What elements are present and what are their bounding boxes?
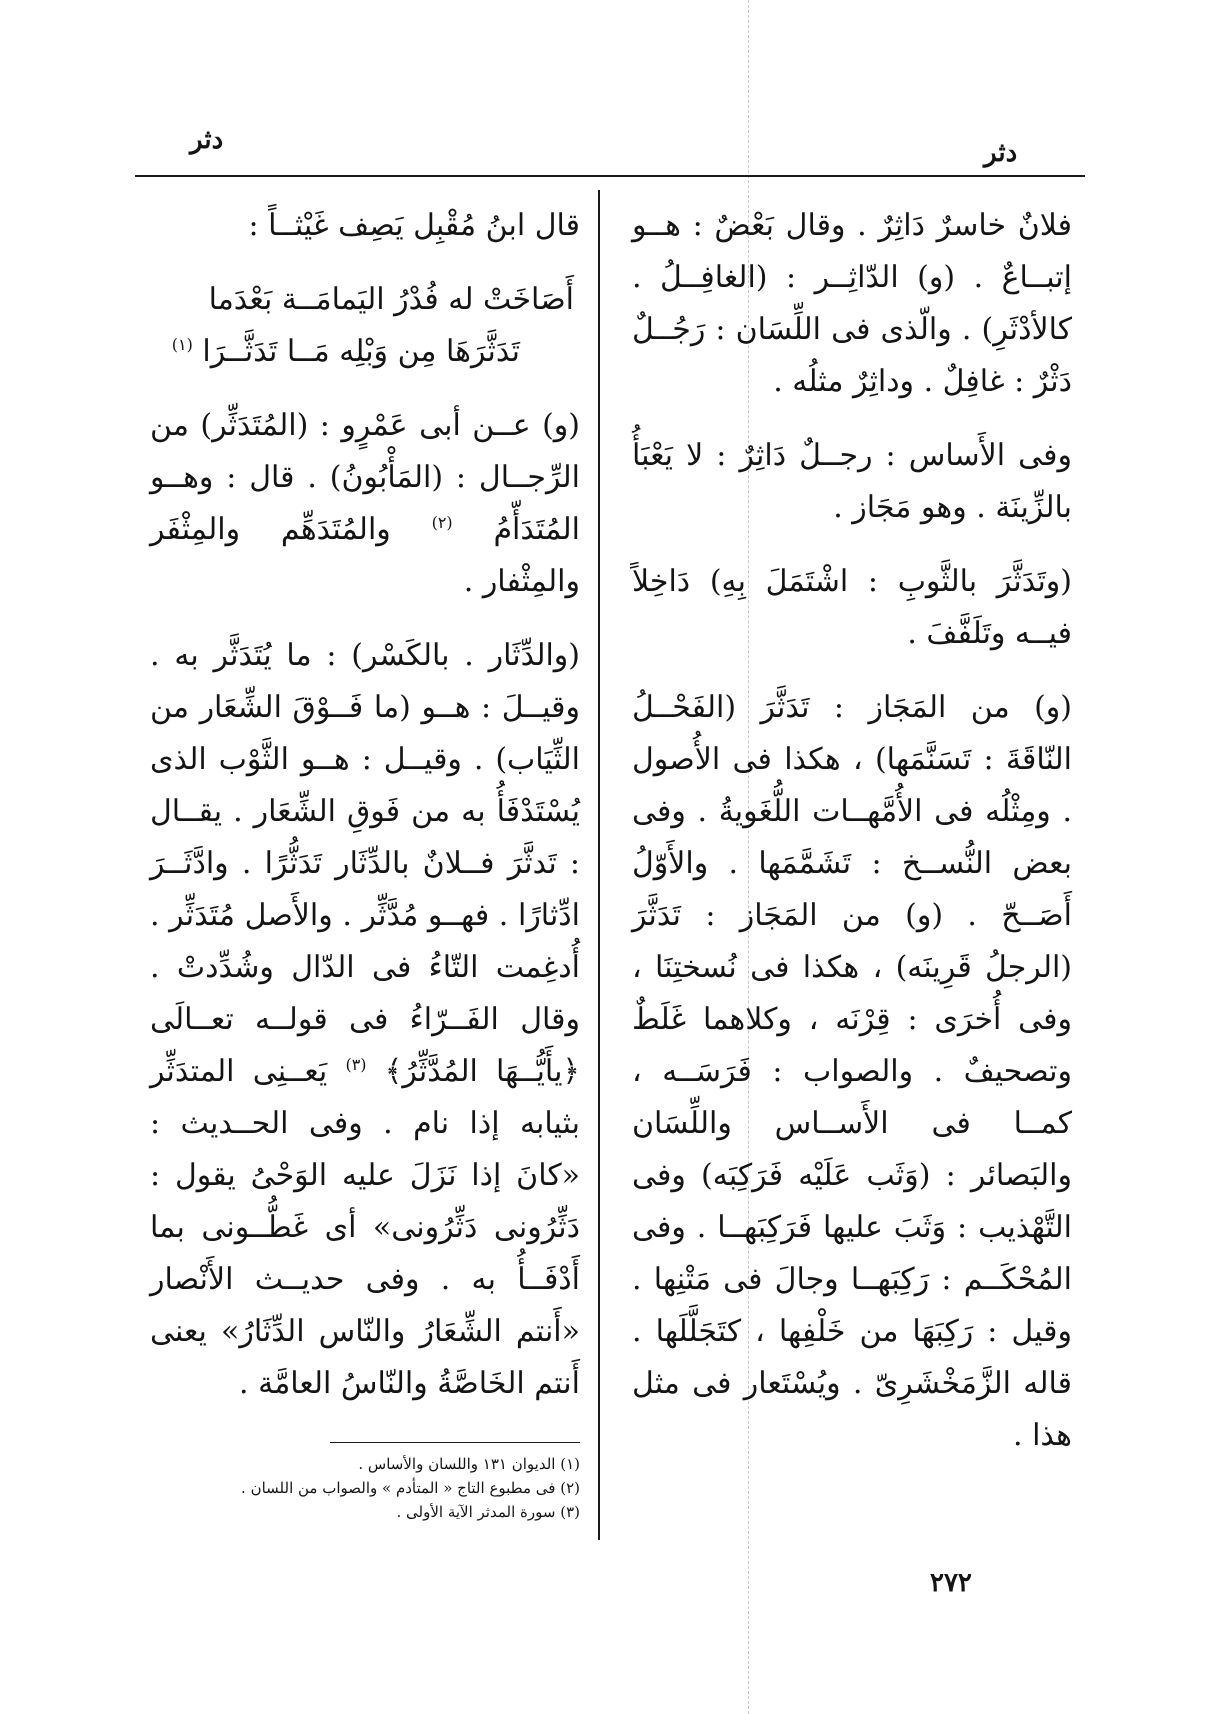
verse-line-2 bbox=[150, 326, 580, 378]
left-para-1 bbox=[150, 400, 580, 608]
left-para-2-text-b: يَعــنِى المتدَثِّر بثيابه إذا نام . وفى الحــديث : «كانَ إذا نَزَلَ عليه الوَحْىُ يقول : دَثِّرُونى دَثِّرُونى» أى غَطُّــونى بما أَدْفَــأُ به . وفى حديــث الأَنْصار «أَنتم الشِّعَارُ والنّاس الدِّثَارُ» يعنى أَنتم الخَاصَّةُ والنّاسُ العامَّة . bbox=[150, 1054, 580, 1401]
column-divider bbox=[598, 190, 600, 1540]
footnote-ref-2: (٢) bbox=[431, 513, 453, 532]
footnote-2: (٢) فى مطبوع التاج « المتأدم » والصواب من اللسان . bbox=[241, 1479, 580, 1497]
right-para-1: فلانٌ خاسرٌ دَاثِرٌ . وقال بَعْضٌ : هــو إتبــاعٌ . (و) الدّاثِــر : (الغافِــلُ . كالأدْثَرِ) . والّذى فى اللِّسَان : رَجُــلٌ دَثْرٌ : غافِلٌ . وداثِرٌ مثلُه . bbox=[632, 208, 1072, 399]
right-para-4: (و) من المَجَاز : تَدَثَّرَ (الفَحْــلُ النّاقَةَ : تَسَنَّمَها) ، هكذا فى الأُصول . ومِثْلُه فى الأُمَّهــات اللُّغَويةُ . وفى بعض النُّســخ : تَشَمَّمَها . والأَوّلُ أَصَــحّ . (و) من المَجَاز : تَدَثَّرَ (الرجلُ قَرِينَه) ، هكذا فى نُسختِنَا ، وفى أُخرَى : قِرْنَه ، وكلاهما غَلَطٌ وتصحيفٌ . والصواب : فَرَسَــه ، كمــا فى الأَســاس واللِّسَان والبَصائر : (وَثَب عَلَيْه فَرَكِبَه) وفى التَّهْذيب : وَثَبَ عليها فَرَكِبَهــا . وفى المُحْكَــم : رَكِبَهــا وجالَ فى مَتْنِها . وقيل : رَكِبَهَا من خَلْفِها ، كتَجَلَّلَها . قاله الزَّمَخْشَرِىّ . ويُسْتَعار فى مثل هذا . bbox=[632, 690, 1072, 1453]
left-column bbox=[150, 200, 580, 1432]
footnote-rule bbox=[330, 1442, 580, 1443]
left-para-2-text-a: (والدِّثَار . بالكَسْر) : ما يُتَدَثَّر به . وقيــلَ : هــو (ما فَــوْقَ الشِّعَار من الثِّيَاب) . وقيــل : هــو الثَّوْب الذى يُسْتَدْفَأُ به من فَوقِ الشِّعَار . يقــال : تَدثَّرَ فــلانٌ بالدِّثَار تَدَثُّرًا . وادَّثَــرَ ادِّثارًا . فهــو مُدَّثِّر . والأَصل مُتَدَثِّر . أُدغِمت التّاءُ فى الدّال وشُدِّدتْ . وقال الفَــرّاءُ فى قولــه تعــالَى ﴿يأَيُّــهَا المُدَّثِّرُ﴾ bbox=[150, 638, 580, 1089]
right-para-3: (وتَدَثَّرَ بالثَّوبِ : اشْتَمَلَ بِهِ) دَاخِلاً فيــه وتَلَفَّفَ . bbox=[632, 564, 1072, 651]
verse-line-1: أَصَاخَتْ له فُدْرُ اليَمامَــة بَعْدَما bbox=[208, 282, 574, 317]
left-para-1-text-b: والمُتَدَهِّم والمِثْفَر والمِثْفار . bbox=[150, 512, 580, 599]
footnote-ref-1: (١) bbox=[171, 335, 193, 354]
verse-line-2-text: تَدَثَّرَهَا مِن وَبْلِه مَــا تَدَثَّــرَا bbox=[202, 334, 520, 369]
footnotes bbox=[230, 1452, 580, 1524]
header-rule bbox=[135, 175, 1085, 177]
left-intro: قال ابنُ مُقْبِل يَصِف غَيْثــاً : bbox=[248, 208, 580, 243]
footnote-1: (١) الديوان ١٣١ واللسان والأساس . bbox=[358, 1455, 580, 1473]
page-number: ٢٧٢ bbox=[930, 1568, 972, 1598]
header-word-right: دثر bbox=[984, 138, 1018, 168]
footnote-ref-3: (٣) bbox=[345, 1055, 367, 1074]
right-column bbox=[632, 200, 1072, 1484]
footnote-3: (٣) سورة المدثر الآية الأولى . bbox=[396, 1503, 580, 1521]
right-para-2: وفى الأَساس : رجــلٌ دَاثِرٌ : لا يَعْبَأُ بالزِّينَة . وهو مَجَاز . bbox=[632, 438, 1072, 525]
header-word-left: دثر bbox=[190, 125, 224, 155]
left-para-2 bbox=[150, 630, 580, 1410]
left-para-1-text-a: (و) عــن أبى عَمْرٍو : (المُتَدَثِّر) من الرِّجــال : (المَأْبُونُ) . قال : وهــو المُتَدَأّمُ bbox=[150, 408, 580, 547]
